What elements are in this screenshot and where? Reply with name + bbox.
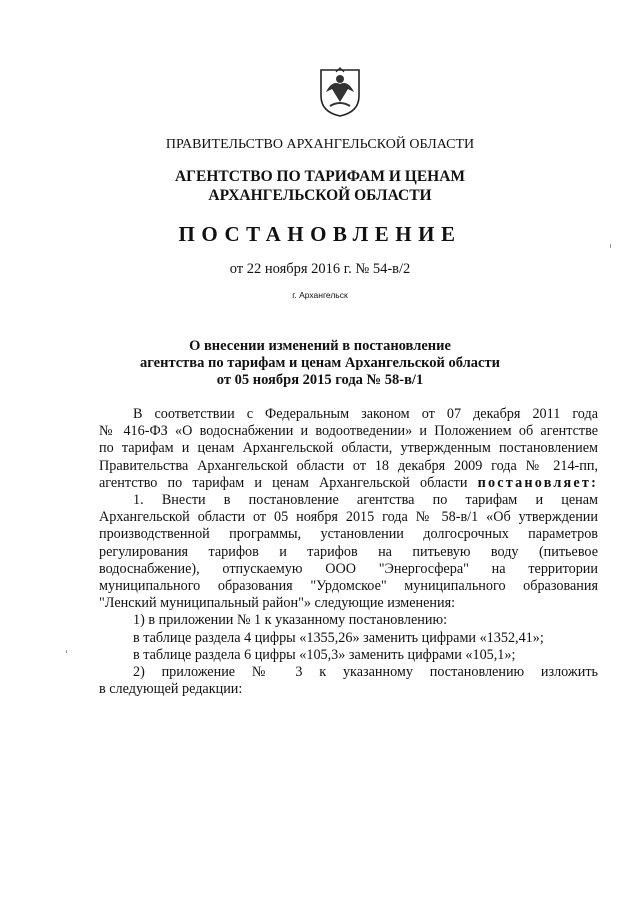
agency-name-line2: АРХАНГЕЛЬСКОЙ ОБЛАСТИ (208, 187, 432, 204)
resolves-word: постановляет: (477, 474, 598, 491)
preamble-line: Правительства Архангельской области от 18 декабря 2009 года № 214-пп, (99, 457, 598, 474)
scan-speck (66, 650, 67, 653)
government-name: ПРАВИТЕЛЬСТВО АРХАНГЕЛЬСКОЙ ОБЛАСТИ (165, 137, 475, 152)
item-1-line: муниципального образования "Урдомское" муниципального образования (99, 578, 598, 595)
scan-speck (610, 244, 611, 248)
decree-subject (0, 338, 640, 389)
sub-item-1: 1) в приложении № 1 к указанному постановлению: (133, 612, 448, 629)
preamble-last-line (99, 475, 598, 492)
coat-of-arms-emblem (318, 66, 362, 118)
subject-line1: О внесении изменений в постановление (189, 338, 451, 354)
item-1-line: "Ленский муниципальный район"» следующие изменения: (99, 595, 456, 612)
preamble-line: В соответствии с Федеральным законом от 07 декабря 2011 года (133, 406, 598, 422)
sub-item-2-line: в следующей редакции: (99, 681, 243, 698)
sub-item-2-line: 2) приложение № 3 к указанному постановлению изложить (133, 664, 598, 681)
document-type-title: ПОСТАНОВЛЕНИЕ (178, 222, 462, 246)
agency-name-line1: АГЕНТСТВО ПО ТАРИФАМ И ЦЕНАМ (174, 168, 466, 185)
item-1-line: водоснабжение), отпускаемую ООО "Энергосфера" на территории (99, 560, 598, 577)
city-name: г. Архангельск (292, 290, 348, 300)
item-1-line: регулирования тарифов и тарифов на питьевую воду (питьевое (99, 543, 598, 560)
preamble-paragraph (99, 406, 598, 492)
item-1-line: производственной программы, установлении долгосрочных параметров (99, 526, 598, 543)
date-and-number: от 22 ноября 2016 г. № 54-в/2 (229, 261, 411, 277)
item-1-line: Архангельской области от 05 ноября 2015 года № 58-в/1 «Об утверждении (99, 509, 598, 526)
subject-line2: агентства по тарифам и ценам Архангельской области (140, 355, 500, 371)
item-1-line: 1. Внести в постановление агентства по тарифам и ценам (133, 492, 598, 509)
sub-item-2-paragraph (99, 664, 598, 698)
item-1-paragraph (99, 492, 598, 612)
preamble-line: по тарифам и ценам Архангельской области, утвержденным постановлением (99, 440, 598, 457)
agency-name (0, 167, 640, 205)
sub-item-1b: в таблице раздела 6 цифры «105,3» заменить цифрами «105,1»; (133, 646, 516, 663)
subject-line3: от 05 ноября 2015 года № 58-в/1 (216, 372, 424, 388)
preamble-last-text: агентство по тарифам и ценам Архангельской области (99, 474, 468, 491)
sub-item-1a: в таблице раздела 4 цифры «1355,26» заменить цифрами «1352,41»; (133, 629, 544, 646)
preamble-line: № 416-ФЗ «О водоснабжении и водоотведении» и Положением об агентстве (99, 423, 598, 440)
document-body (99, 406, 598, 698)
